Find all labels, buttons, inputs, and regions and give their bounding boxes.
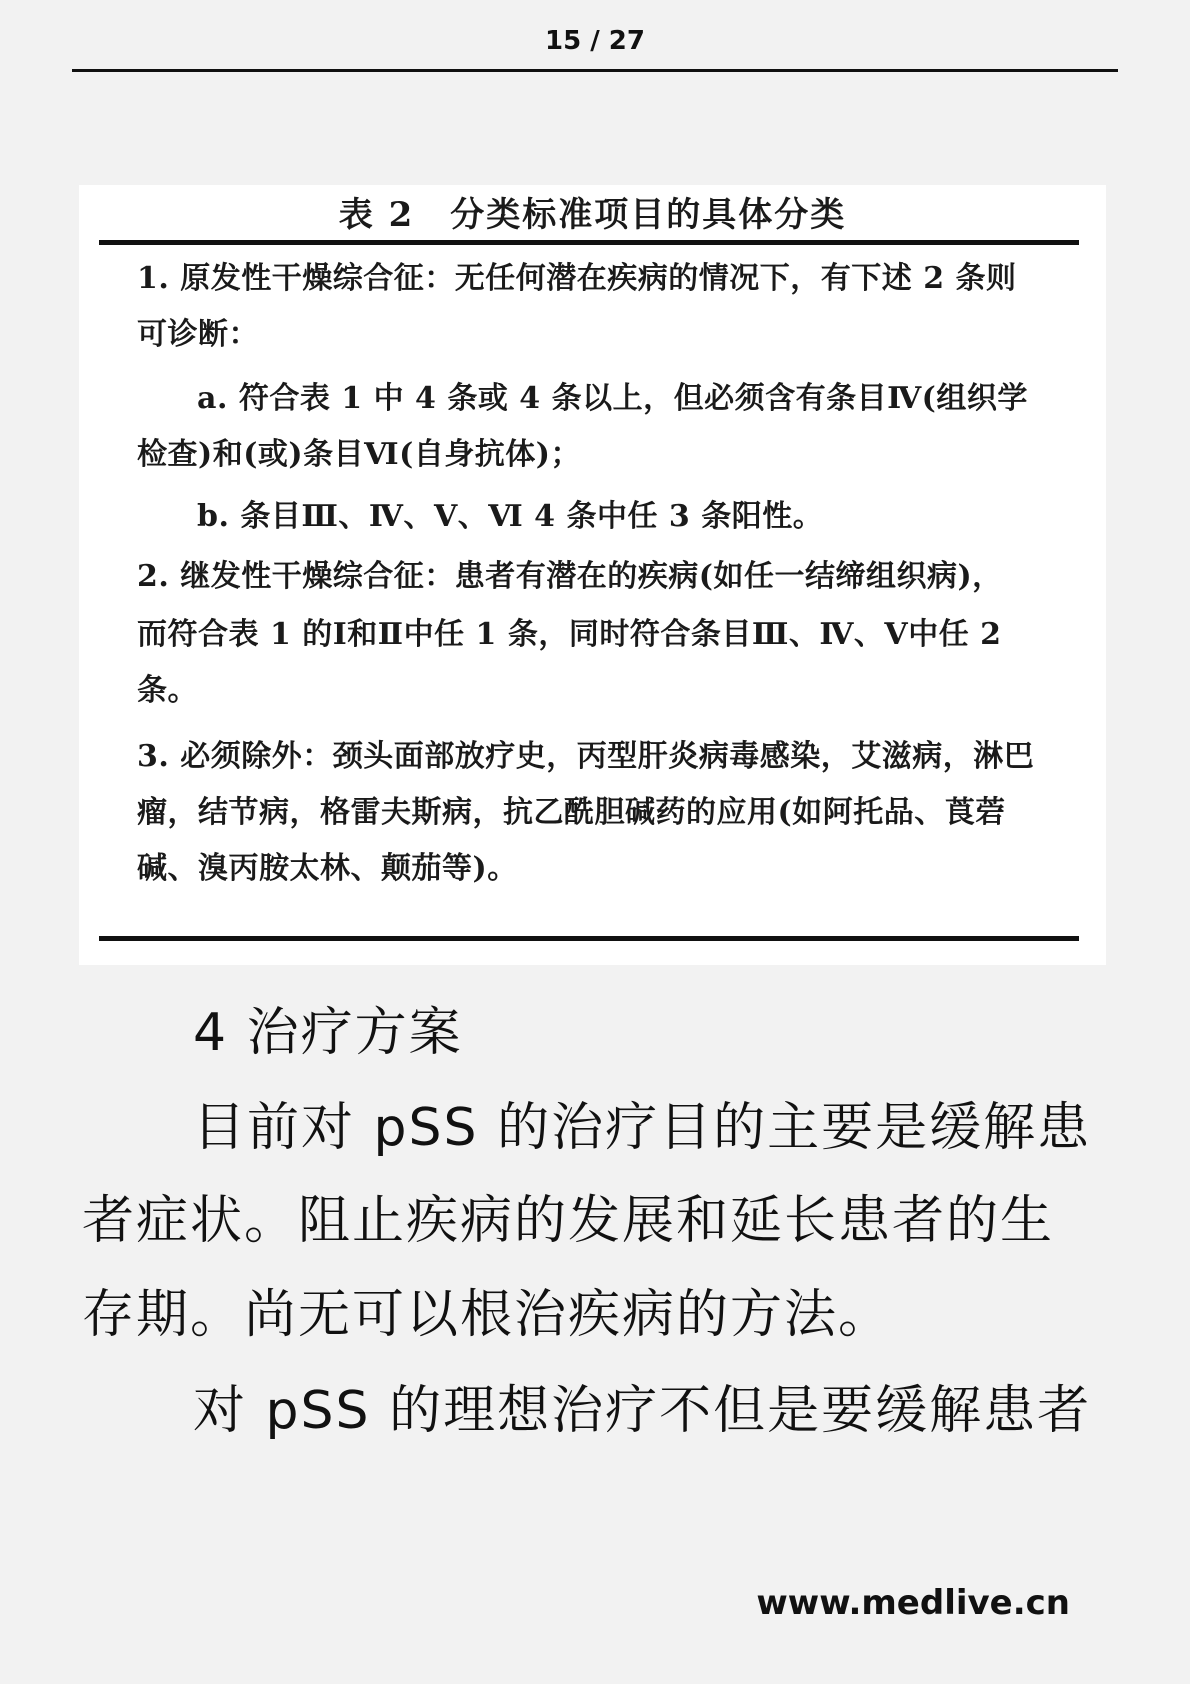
body-line: 对 pSS 的理想治疗不但是要缓解患者 [193,1381,1092,1441]
header-divider [72,69,1118,72]
table-line: 瘤，结节病，格雷夫斯病，抗乙酰胆碱药的应用(如阿托品、莨菪 [137,795,1006,830]
table-line: 检查)和(或)条目Ⅵ(自身抗体)； [137,437,581,472]
body-line: 存期。尚无可以根治疾病的方法。 [82,1285,893,1345]
footer-website: www.medlive.cn [756,1583,1070,1623]
table-line: 2. 继发性干燥综合征：患者有潜在的疾病(如任一结缔组织病)， [137,559,1003,594]
table-line: 条。 [137,673,198,708]
table-figure [79,185,1106,965]
page-indicator: 15 / 27 [545,26,645,56]
table-bottom-rule [99,936,1079,941]
table-title: 表 2 分类标准项目的具体分类 [338,195,847,235]
table-line: 3. 必须除外：颈头面部放疗史，丙型肝炎病毒感染，艾滋病，淋巴 [137,739,1035,774]
table-top-rule [99,240,1079,245]
table-line: 而符合表 1 的Ⅰ和Ⅱ中任 1 条，同时符合条目Ⅲ、Ⅳ、Ⅴ中任 2 [137,617,1002,652]
table-line: 碱、溴丙胺太林、颠茄等)。 [137,851,518,886]
body-line: 目前对 pSS 的治疗目的主要是缓解患 [193,1098,1092,1158]
table-line: 1. 原发性干燥综合征：无任何潜在疾病的情况下，有下述 2 条则 [137,261,1017,296]
table-line: 可诊断： [137,317,259,352]
body-line: 者症状。阻止疾病的发展和延长患者的生 [82,1191,1055,1251]
section-heading: 4 治疗方案 [193,1003,463,1063]
table-line: a. 符合表 1 中 4 条或 4 条以上，但必须含有条目Ⅳ(组织学 [197,381,1028,416]
table-line: b. 条目Ⅲ、Ⅳ、Ⅴ、Ⅵ 4 条中任 3 条阳性。 [197,499,824,534]
